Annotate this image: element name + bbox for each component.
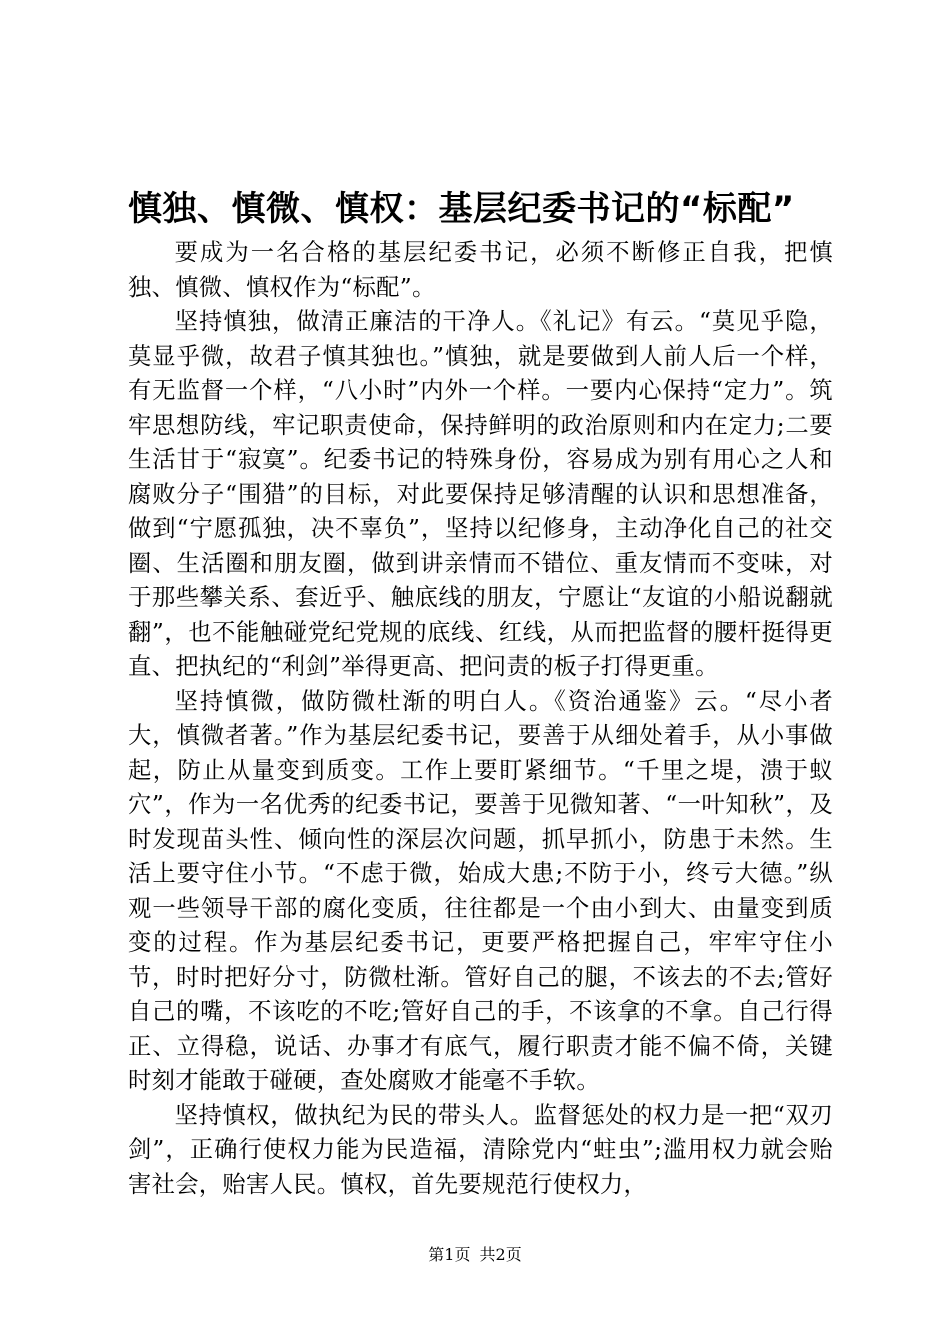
page-total: 共2页 — [479, 1245, 522, 1264]
paragraph-shendu: 坚持慎独，做清正廉洁的干净人。《礼记》有云。“莫见乎隐，莫显乎微，故君子慎其独也。”慎独，就是要做到人前人后一个样，有无监督一个样，“八小时”内外一个样。一要内心保持“定力”。筑牢思想防线，牢记职责使命，保持鲜明的政治原则和内在定力;二要生活甘于“寂寞”。纪委书记的特殊身份，容易成为别有用心之人和腐败分子“围猎”的目标，对此要保持足够清醒的认识和思想准备，做到“宁愿孤独，决不辜负”，坚持以纪修身，主动净化自己的社交圈、生活圈和朋友圈，做到讲亲情而不错位、重友情而不变味，对于那些攀关系、套近乎、触底线的朋友，宁愿让“友谊的小船说翻就翻”，也不能触碰党纪党规的底线、红线，从而把监督的腰杆挺得更直、把执纪的“利剑”举得更高、把问责的板子打得更重。 — [128, 308, 833, 680]
page-number: 第1页 — [428, 1245, 471, 1264]
paragraph-intro: 要成为一名合格的基层纪委书记，必须不断修正自我，把慎独、慎微、慎权作为“标配”。 — [128, 239, 833, 301]
document-title: 慎独、慎微、慎权：基层纪委书记的“标配” — [128, 189, 795, 229]
paragraph-shenquan: 坚持慎权，做执纪为民的带头人。监督惩处的权力是一把“双刃剑”，正确行使权力能为民造福，清除党内“蛀虫”;滥用权力就会贻害社会，贻害人民。慎权，首先要规范行使权力， — [128, 1101, 833, 1198]
paragraph-shenwei: 坚持慎微，做防微杜渐的明白人。《资治通鉴》云。“尽小者大，慎微者著。”作为基层纪委书记，要善于从细处着手，从小事做起，防止从量变到质变。工作上要盯紧细节。“千里之堤，溃于蚁穴”，作为一名优秀的纪委书记，要善于见微知著、“一叶知秋”，及时发现苗头性、倾向性的深层次问题，抓早抓小，防患于未然。生活上要守住小节。“不虑于微，始成大患;不防于小，终亏大德。”纵观一些领导干部的腐化变质，往往都是一个由小到大、由量变到质变的过程。作为基层纪委书记，更要严格把握自己，牢牢守住小节，时时把好分寸，防微杜渐。管好自己的腿，不该去的不去;管好自己的嘴，不该吃的不吃;管好自己的手，不该拿的不拿。自己行得正、立得稳，说话、办事才有底气，履行职责才能不偏不倚，关键时刻才能敢于碰硬，查处腐败才能毫不手软。 — [128, 687, 833, 1094]
document-body — [128, 236, 833, 1202]
page-footer — [0, 1245, 950, 1265]
